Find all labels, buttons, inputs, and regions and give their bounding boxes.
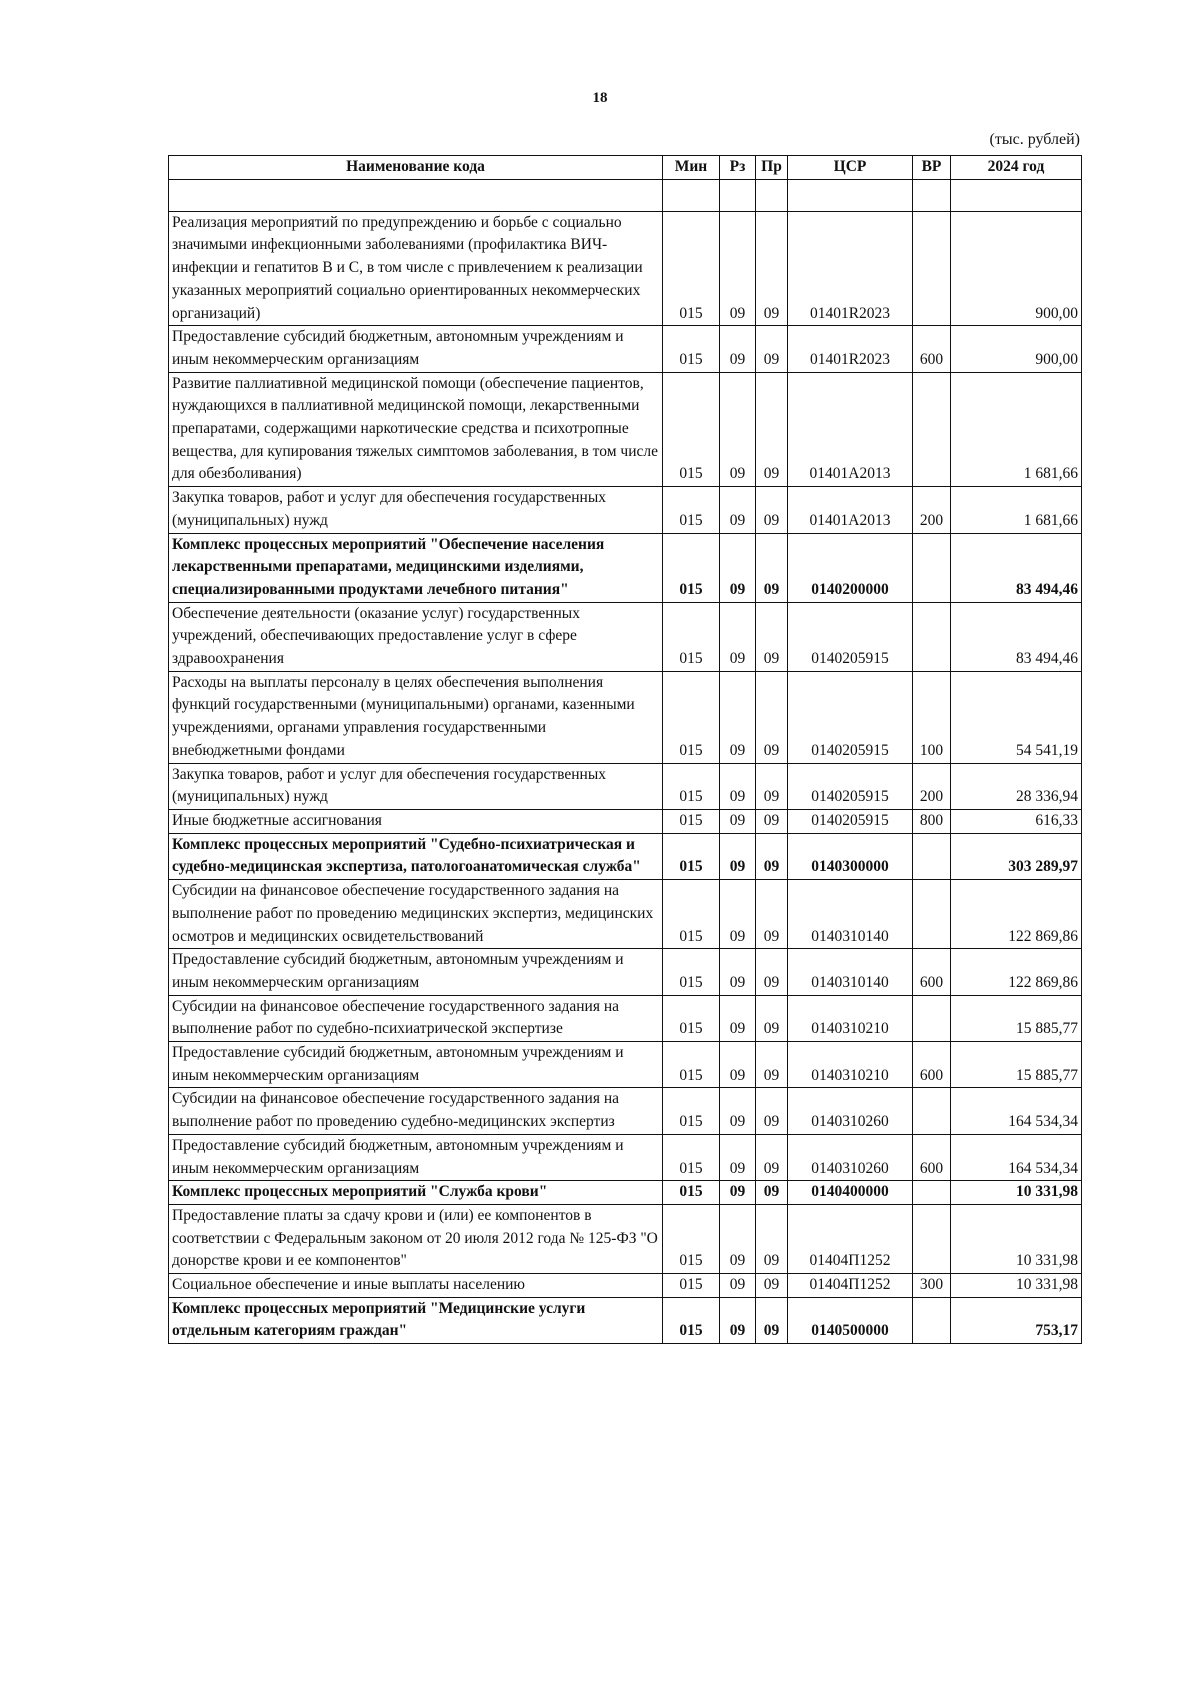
row-name: Обеспечение деятельности (оказание услуг) государственных учреждений, обеспечивающих предоставление услуг в сфере здравоохранения: [169, 602, 663, 671]
row-amount: 122 869,86: [951, 949, 1082, 995]
row-pr: 09: [756, 833, 788, 879]
row-rz: 09: [720, 880, 756, 949]
row-amount: 900,00: [951, 211, 1082, 326]
table-row: [169, 1274, 1082, 1298]
row-name: Закупка товаров, работ и услуг для обеспечения государственных (муниципальных) нужд: [169, 763, 663, 809]
row-rz: 09: [720, 995, 756, 1041]
row-amount: 10 331,98: [951, 1204, 1082, 1273]
row-vr: [913, 995, 951, 1041]
row-vr: [913, 1204, 951, 1273]
row-pr: 09: [756, 880, 788, 949]
row-min: 015: [663, 1042, 720, 1088]
row-min: 015: [663, 763, 720, 809]
column-header-amount: 2024 год: [951, 156, 1082, 180]
row-amount: 83 494,46: [951, 533, 1082, 602]
row-amount: 10 331,98: [951, 1181, 1082, 1205]
row-csr: 0140310210: [788, 1042, 913, 1088]
row-rz: 09: [720, 833, 756, 879]
table-row: [169, 949, 1082, 995]
row-pr: 09: [756, 211, 788, 326]
row-csr: 0140310140: [788, 880, 913, 949]
row-min: 015: [663, 995, 720, 1041]
row-pr: 09: [756, 1088, 788, 1134]
row-name: Комплекс процессных мероприятий "Обеспечение населения лекарственными препаратами, медицинскими изделиями, специализированными продуктами лечебного питания": [169, 533, 663, 602]
row-min: 015: [663, 833, 720, 879]
table-header-row: [169, 156, 1082, 180]
row-rz: 09: [720, 1134, 756, 1180]
row-csr: 0140205915: [788, 809, 913, 833]
row-csr: 0140310260: [788, 1088, 913, 1134]
row-vr: 800: [913, 809, 951, 833]
row-vr: [913, 533, 951, 602]
table-row: [169, 995, 1082, 1041]
row-min: 015: [663, 671, 720, 763]
row-rz: 09: [720, 602, 756, 671]
row-amount: 164 534,34: [951, 1134, 1082, 1180]
table-spacer-row: [169, 179, 1082, 211]
row-amount: 1 681,66: [951, 487, 1082, 533]
row-pr: 09: [756, 533, 788, 602]
row-rz: 09: [720, 1274, 756, 1298]
row-min: 015: [663, 1204, 720, 1273]
table-row-section: [169, 1181, 1082, 1205]
row-vr: [913, 1181, 951, 1205]
row-pr: 09: [756, 487, 788, 533]
row-vr: 200: [913, 487, 951, 533]
column-header-rz: Рз: [720, 156, 756, 180]
row-pr: 09: [756, 763, 788, 809]
row-csr: 0140205915: [788, 602, 913, 671]
row-min: 015: [663, 372, 720, 487]
row-pr: 09: [756, 1134, 788, 1180]
row-csr: 01401R2023: [788, 326, 913, 372]
row-rz: 09: [720, 487, 756, 533]
row-pr: 09: [756, 1297, 788, 1343]
table-row: [169, 1134, 1082, 1180]
table-row: [169, 372, 1082, 487]
row-rz: 09: [720, 1297, 756, 1343]
row-min: 015: [663, 602, 720, 671]
row-pr: 09: [756, 1274, 788, 1298]
row-rz: 09: [720, 1042, 756, 1088]
row-amount: 15 885,77: [951, 1042, 1082, 1088]
row-csr: 0140205915: [788, 763, 913, 809]
row-name: Развитие паллиативной медицинской помощи (обеспечение пациентов, нуждающихся в паллиативной медицинской помощи, лекарственными препаратами, содержащими наркотические средства и психотропные вещества, для купирования тяжелых симптомов заболевания, в том числе для обезболивания): [169, 372, 663, 487]
column-header-name: Наименование кода: [169, 156, 663, 180]
row-csr: 0140200000: [788, 533, 913, 602]
row-rz: 09: [720, 671, 756, 763]
row-pr: 09: [756, 326, 788, 372]
row-name: Предоставление платы за сдачу крови и (или) ее компонентов в соответствии с Федеральным законом от 20 июля 2012 года № 125-ФЗ "О донорстве крови и ее компонентов": [169, 1204, 663, 1273]
row-vr: 100: [913, 671, 951, 763]
table-row-section: [169, 1297, 1082, 1343]
row-rz: 09: [720, 1088, 756, 1134]
row-rz: 09: [720, 949, 756, 995]
row-pr: 09: [756, 1204, 788, 1273]
row-vr: [913, 1088, 951, 1134]
row-pr: 09: [756, 809, 788, 833]
row-amount: 10 331,98: [951, 1274, 1082, 1298]
column-header-pr: Пр: [756, 156, 788, 180]
row-rz: 09: [720, 1204, 756, 1273]
row-vr: [913, 1297, 951, 1343]
row-min: 015: [663, 880, 720, 949]
row-pr: 09: [756, 949, 788, 995]
row-vr: 600: [913, 326, 951, 372]
row-name: Комплекс процессных мероприятий "Судебно-психиатрическая и судебно-медицинская экспертиза, патологоанатомическая служба": [169, 833, 663, 879]
table-row: [169, 809, 1082, 833]
row-csr: 01401А2013: [788, 487, 913, 533]
row-pr: 09: [756, 671, 788, 763]
row-csr: 0140310260: [788, 1134, 913, 1180]
row-csr: 01404П1252: [788, 1204, 913, 1273]
row-vr: [913, 211, 951, 326]
row-vr: 600: [913, 949, 951, 995]
row-min: 015: [663, 487, 720, 533]
table-row: [169, 1088, 1082, 1134]
row-csr: 01401R2023: [788, 211, 913, 326]
row-name: Реализация мероприятий по предупреждению и борьбе с социально значимыми инфекционными заболеваниями (профилактика ВИЧ-инфекции и гепатитов В и С, в том числе с привлечением к реализации указанных мероприятий социально ориентированных некоммерческих организаций): [169, 211, 663, 326]
row-name: Предоставление субсидий бюджетным, автономным учреждениям и иным некоммерческим организациям: [169, 949, 663, 995]
row-amount: 616,33: [951, 809, 1082, 833]
row-min: 015: [663, 1274, 720, 1298]
row-min: 015: [663, 533, 720, 602]
row-vr: 300: [913, 1274, 951, 1298]
row-rz: 09: [720, 326, 756, 372]
table-row: [169, 602, 1082, 671]
row-name: Социальное обеспечение и иные выплаты населению: [169, 1274, 663, 1298]
row-amount: 164 534,34: [951, 1088, 1082, 1134]
table-row: [169, 211, 1082, 326]
table-row: [169, 763, 1082, 809]
row-min: 015: [663, 326, 720, 372]
row-amount: 1 681,66: [951, 372, 1082, 487]
budget-table: [168, 155, 1082, 1344]
row-csr: 01404П1252: [788, 1274, 913, 1298]
row-pr: 09: [756, 602, 788, 671]
row-pr: 09: [756, 1181, 788, 1205]
row-csr: 0140400000: [788, 1181, 913, 1205]
row-min: 015: [663, 1134, 720, 1180]
row-name: Предоставление субсидий бюджетным, автономным учреждениям и иным некоммерческим организациям: [169, 326, 663, 372]
row-name: Комплекс процессных мероприятий "Служба крови": [169, 1181, 663, 1205]
row-rz: 09: [720, 763, 756, 809]
row-name: Субсидии на финансовое обеспечение государственного задания на выполнение работ по судебно-психиатрической экспертизе: [169, 995, 663, 1041]
row-amount: 54 541,19: [951, 671, 1082, 763]
row-min: 015: [663, 1088, 720, 1134]
row-name: Субсидии на финансовое обеспечение государственного задания на выполнение работ по проведению медицинских экспертиз, медицинских осмотров и медицинских освидетельствований: [169, 880, 663, 949]
row-min: 015: [663, 949, 720, 995]
row-csr: 0140310140: [788, 949, 913, 995]
column-header-csr: ЦСР: [788, 156, 913, 180]
row-vr: [913, 602, 951, 671]
table-row: [169, 487, 1082, 533]
row-name: Расходы на выплаты персоналу в целях обеспечения выполнения функций государственными (муниципальными) органами, казенными учреждениями, органами управления государственными внебюджетными фондами: [169, 671, 663, 763]
row-csr: 0140500000: [788, 1297, 913, 1343]
row-vr: 600: [913, 1042, 951, 1088]
table-row: [169, 671, 1082, 763]
table-row-section: [169, 833, 1082, 879]
row-amount: 753,17: [951, 1297, 1082, 1343]
row-name: Закупка товаров, работ и услуг для обеспечения государственных (муниципальных) нужд: [169, 487, 663, 533]
table-row: [169, 880, 1082, 949]
row-csr: 0140205915: [788, 671, 913, 763]
table-row-section: [169, 533, 1082, 602]
row-min: 015: [663, 1181, 720, 1205]
row-rz: 09: [720, 372, 756, 487]
row-amount: 83 494,46: [951, 602, 1082, 671]
row-vr: 600: [913, 1134, 951, 1180]
row-name: Иные бюджетные ассигнования: [169, 809, 663, 833]
row-pr: 09: [756, 372, 788, 487]
table-row: [169, 1042, 1082, 1088]
row-name: Комплекс процессных мероприятий "Медицинские услуги отдельным категориям граждан": [169, 1297, 663, 1343]
row-vr: [913, 833, 951, 879]
row-csr: 0140310210: [788, 995, 913, 1041]
row-vr: [913, 880, 951, 949]
row-rz: 09: [720, 211, 756, 326]
table-body: [169, 179, 1082, 1343]
row-csr: 01401А2013: [788, 372, 913, 487]
row-rz: 09: [720, 1181, 756, 1205]
row-csr: 0140300000: [788, 833, 913, 879]
table-row: [169, 1204, 1082, 1273]
row-name: Предоставление субсидий бюджетным, автономным учреждениям и иным некоммерческим организациям: [169, 1134, 663, 1180]
column-header-min: Мин: [663, 156, 720, 180]
row-rz: 09: [720, 533, 756, 602]
column-header-vr: ВР: [913, 156, 951, 180]
table-row: [169, 326, 1082, 372]
row-amount: 303 289,97: [951, 833, 1082, 879]
row-amount: 900,00: [951, 326, 1082, 372]
row-amount: 28 336,94: [951, 763, 1082, 809]
row-amount: 122 869,86: [951, 880, 1082, 949]
row-pr: 09: [756, 1042, 788, 1088]
row-amount: 15 885,77: [951, 995, 1082, 1041]
row-pr: 09: [756, 995, 788, 1041]
row-vr: 200: [913, 763, 951, 809]
row-vr: [913, 372, 951, 487]
row-name: Субсидии на финансовое обеспечение государственного задания на выполнение работ по проведению судебно-медицинских экспертиз: [169, 1088, 663, 1134]
row-min: 015: [663, 1297, 720, 1343]
row-name: Предоставление субсидий бюджетным, автономным учреждениям и иным некоммерческим организациям: [169, 1042, 663, 1088]
page-number: 18: [592, 90, 608, 106]
row-min: 015: [663, 211, 720, 326]
row-rz: 09: [720, 809, 756, 833]
row-min: 015: [663, 809, 720, 833]
unit-note: (тыс. рублей): [989, 131, 1080, 148]
